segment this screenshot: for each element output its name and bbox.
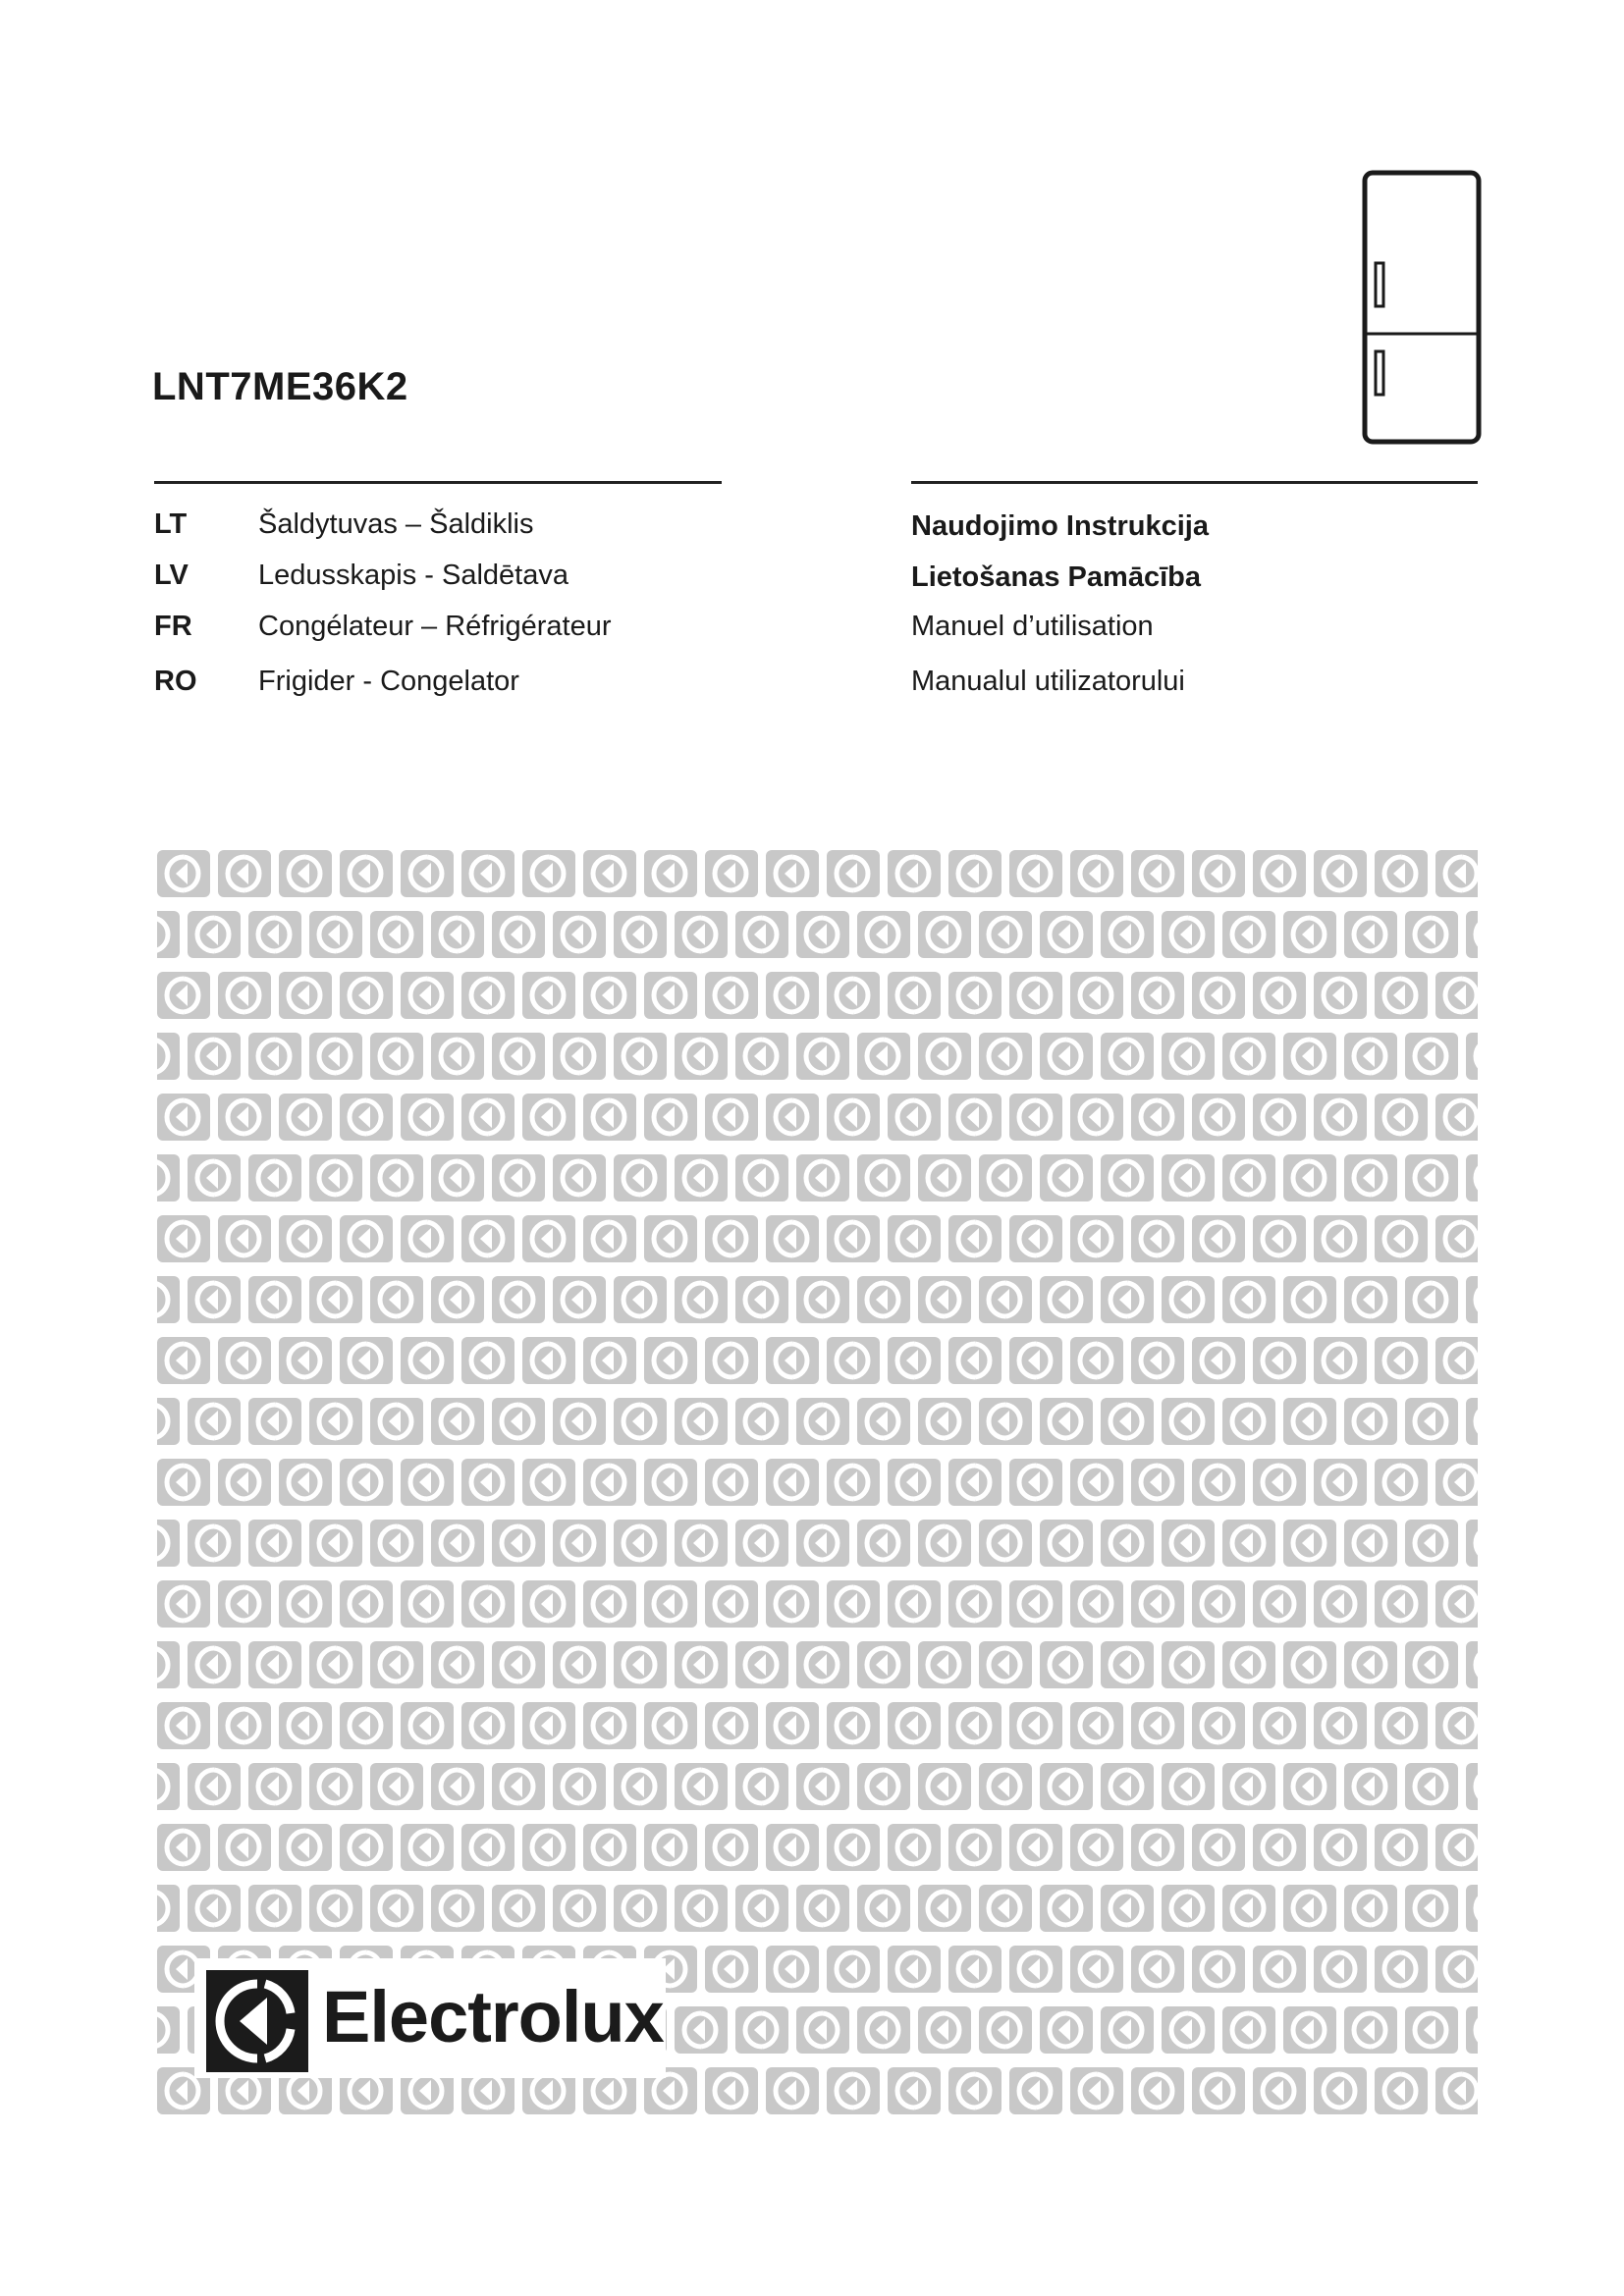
model-number: LNT7ME36K2 bbox=[152, 365, 408, 408]
divider-left bbox=[154, 481, 722, 484]
product-description: Frigider - Congelator bbox=[258, 666, 519, 697]
language-code: FR bbox=[154, 611, 192, 642]
divider-right bbox=[911, 481, 1478, 484]
manual-title-lv: Lietošanas Pamācība bbox=[911, 561, 1201, 593]
electrolux-logo-icon bbox=[206, 1970, 308, 2072]
language-code: RO bbox=[154, 666, 197, 697]
manual-title-lt: Naudojimo Instrukcija bbox=[911, 510, 1209, 542]
product-description: Ledusskapis - Saldētava bbox=[258, 560, 568, 591]
manual-title-ro: Manualul utilizatorului bbox=[911, 666, 1185, 697]
brand-name: Electrolux bbox=[322, 1976, 664, 2057]
manual-title-fr: Manuel d’utilisation bbox=[911, 611, 1154, 642]
product-description: Congélateur – Réfrigérateur bbox=[258, 611, 612, 642]
language-code: LV bbox=[154, 560, 189, 591]
electrolux-logo-pattern bbox=[157, 850, 1478, 2120]
fridge-freezer-icon bbox=[1361, 169, 1483, 446]
language-code: LT bbox=[154, 508, 188, 540]
brand-logo bbox=[194, 1958, 666, 2078]
product-description: Šaldytuvas – Šaldiklis bbox=[258, 508, 534, 540]
